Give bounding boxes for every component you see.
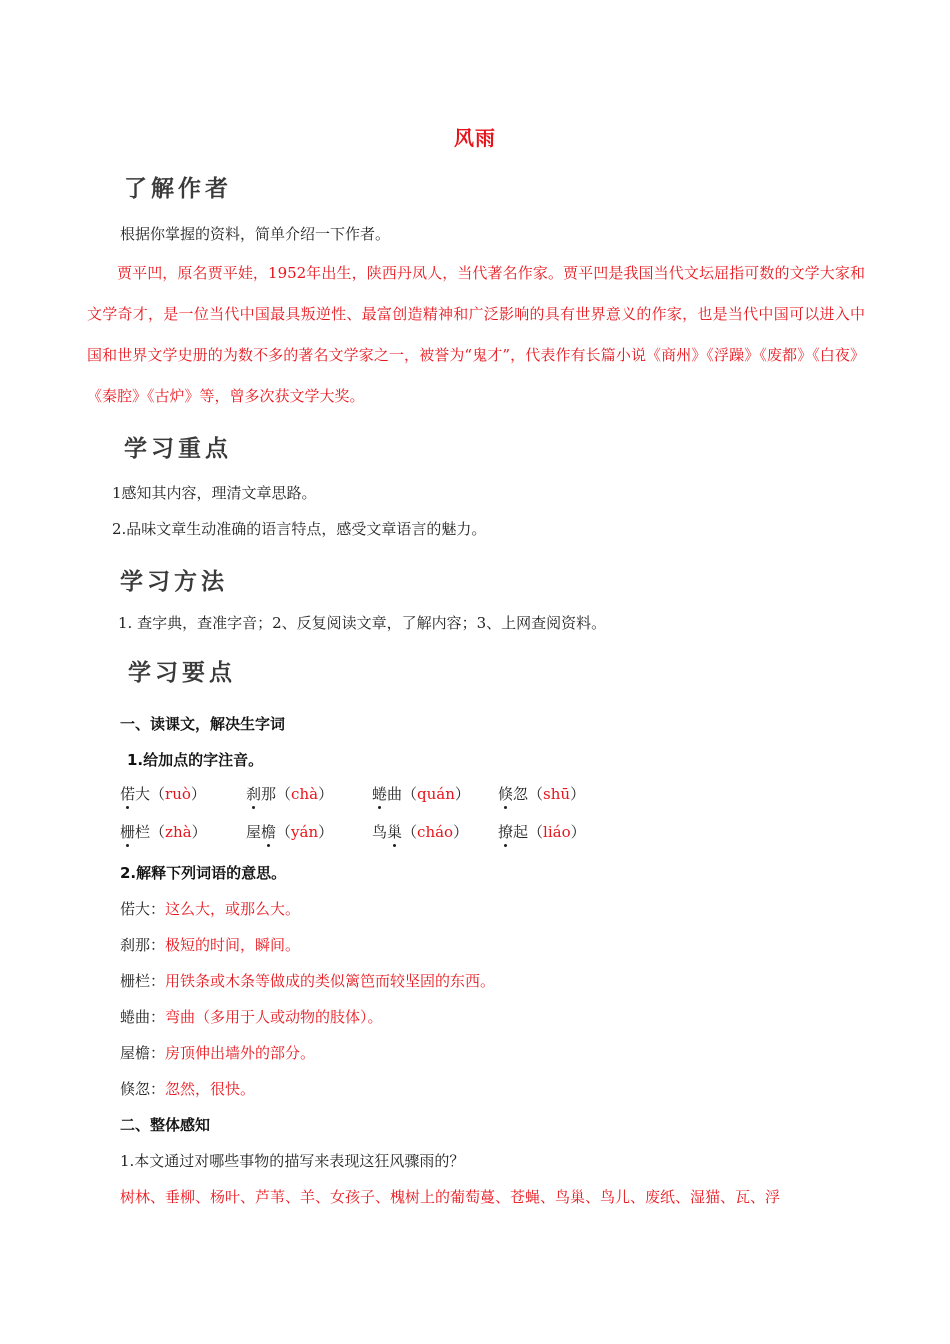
part1-heading: 一、读课文，解决生字词 (120, 715, 286, 733)
pinyin-item: 刹那（chà） (246, 785, 334, 803)
term-row: 栅栏：用铁条或木条等做成的类似篱笆而较坚固的东西。 (120, 972, 496, 990)
part1-question-1: 1.给加点的字注音。 (127, 751, 264, 769)
section-heading-points: 学习要点 (128, 659, 236, 686)
focus-item-2: 2.品味文章生动准确的语言特点，感受文章语言的魅力。 (112, 520, 487, 538)
part2-heading: 二、整体感知 (120, 1116, 211, 1134)
author-prompt: 根据你掌握的资料，简单介绍一下作者。 (120, 225, 391, 243)
dotted-char: 倏 (498, 785, 514, 803)
focus-item-1: 1感知其内容，理清文章思路。 (112, 484, 317, 502)
pinyin-answer: ruò (165, 785, 191, 803)
author-bio: 贾平凹，原名贾平娃，1952年出生，陕西丹凤人，当代著名作家。贾平凹是我国当代文坛屈指可数的文学大家和文学奇才，是一位当代中国最具叛逆性、最富创造精神和广泛影响的具有世界意义的作家，也是当代中国可以进入中国和世界文学史册的为数不多的著名文学家之一，被誉为“鬼才”，代表作有长篇小说《商州》《浮躁》《废都》《白夜》《秦腔》《古炉》等，曾多次获文学大奖。 (87, 264, 865, 405)
term-row: 刹那：极短的时间，瞬间。 (120, 936, 301, 954)
pinyin-answer: liáo (543, 823, 571, 841)
method-text: 1. 查字典，查准字音；2、反复阅读文章，了解内容；3、上网查阅资料。 (118, 614, 607, 632)
page-title: 风雨 (454, 126, 496, 150)
section-heading-author: 了解作者 (124, 175, 232, 202)
dotted-char: 偌 (120, 785, 136, 803)
pinyin-item: 屋檐（yán） (246, 823, 334, 841)
pinyin-answer: cháo (417, 823, 454, 841)
pinyin-item: 倏忽（shū） (498, 785, 586, 803)
dotted-char: 巢 (387, 823, 403, 841)
term-row: 蜷曲：弯曲（多用于人或动物的肢体）。 (120, 1008, 383, 1026)
pinyin-item: 撩起（liáo） (498, 823, 586, 841)
term-row: 倏忽：忽然，很快。 (120, 1080, 256, 1098)
part2-answer-1: 树林、垂柳、杨叶、芦苇、羊、女孩子、槐树上的葡萄蔓、苍蝇、鸟巢、鸟儿、废纸、湿猫、瓦、浮 (120, 1188, 781, 1206)
section-heading-focus: 学习重点 (124, 435, 232, 462)
pinyin-item: 栅栏（zhà） (120, 823, 207, 841)
pinyin-answer: quán (417, 785, 455, 803)
dotted-char: 刹 (246, 785, 262, 803)
pinyin-answer: zhà (165, 823, 192, 841)
section-heading-method: 学习方法 (120, 568, 228, 595)
pinyin-answer: chà (291, 785, 319, 803)
dotted-char: 栅 (120, 823, 136, 841)
pinyin-item: 偌大（ruò） (120, 785, 206, 803)
part1-question-2: 2.解释下列词语的意思。 (120, 864, 287, 882)
dotted-char: 撩 (498, 823, 514, 841)
part2-question-1: 1.本文通过对哪些事物的描写来表现这狂风骤雨的？ (120, 1152, 465, 1170)
dotted-char: 檐 (261, 823, 277, 841)
pinyin-item: 鸟巢（cháo） (372, 823, 469, 841)
pinyin-item: 蜷曲（quán） (372, 785, 470, 803)
term-row: 屋檐：房顶伸出墙外的部分。 (120, 1044, 316, 1062)
term-row: 偌大：这么大，或那么大。 (120, 900, 301, 918)
pinyin-answer: shū (543, 785, 571, 803)
pinyin-answer: yán (291, 823, 319, 841)
dotted-char: 蜷 (372, 785, 388, 803)
